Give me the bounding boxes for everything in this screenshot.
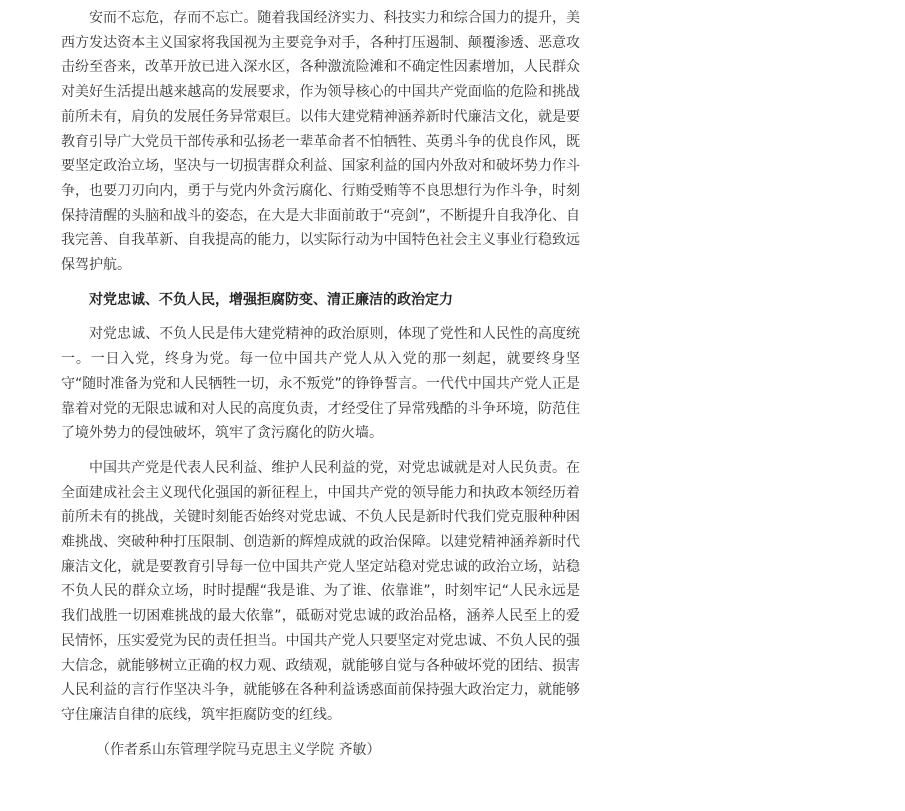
article-body [61,6,580,762]
section-heading: 对党忠诚、不负人民，增强拒腐防变、清正廉洁的政治定力 [89,291,453,308]
paragraph: 安而不忘危，存而不忘亡。随着我国经济实力、科技实力和综合国力的提升，美西方发达资本主义国家将我国视为主要竞争对手，各种打压遏制、颠覆渗透、恶意攻击纷至沓来，改革开放已进入深水区，各种激流险滩和不确定性因素增加，人民群众对美好生活提出越来越高的发展要求，作为领导核心的中国共产党面临的危险和挑战前所未有，肩负的发展任务异常艰巨。以伟大建党精神涵养新时代廉洁文化，就是要教育引导广大党员干部传承和弘扬老一辈革命者不怕牺牲、英勇斗争的优良作风，既要坚定政治立场，坚决与一切损害群众利益、国家利益的国内外敌对和破坏势力作斗争，也要刀刃向内，勇于与党内外贪污腐化、行贿受贿等不良思想行为作斗争，时刻保持清醒的头脑和战斗的姿态，在大是大非面前敢于“亮剑”，不断提升自我净化、自我完善、自我革新、自我提高的能力，以实际行动为中国特色社会主义事业行稳致远保驾护航。 [61,10,580,274]
paragraph: 对党忠诚、不负人民是伟大建党精神的政治原则，体现了党性和人民性的高度统一。一日入党，终身为党。每一位中国共产党人从入党的那一刻起，就要终身坚守“随时准备为党和人民牺牲一切，永不叛党”的铮铮誓言。一代代中国共产党人正是靠着对党的无限忠诚和对人民的高度负责，才经受住了异常残酷的斗争环境，防范住了境外势力的侵蚀破坏，筑牢了贪污腐化的防火墙。 [61,326,580,442]
author-byline: （作者系山东管理学院马克思主义学院 齐敏） [96,741,381,758]
paragraph: 中国共产党是代表人民利益、维护人民利益的党，对党忠诚就是对人民负责。在全面建成社会主义现代化强国的新征程上，中国共产党的领导能力和执政本领经历着前所未有的挑战，关键时刻能否始终对党忠诚、不负人民是新时代我们党克服种种困难挑战、突破种种打压限制、创造新的辉煌成就的政治保障。以建党精神涵养新时代廉洁文化，就是要教育引导每一位中国共产党人坚定站稳对党忠诚的政治立场，站稳不负人民的群众立场，时时提醒“我是谁、为了谁、依靠谁”，时刻牢记“人民永远是我们战胜一切困难挑战的最大依靠”，砥砺对党忠诚的政治品格，涵养人民至上的爱民情怀，压实爱党为民的责任担当。中国共产党人只要坚定对党忠诚、不负人民的强大信念，就能够树立正确的权力观、政绩观，就能够自觉与各种破坏党的团结、损害人民利益的言行作坚决斗争，就能够在各种利益诱惑面前保持强大政治定力，就能够守住廉洁自律的底线，筑牢拒腐防变的红线。 [61,459,580,723]
